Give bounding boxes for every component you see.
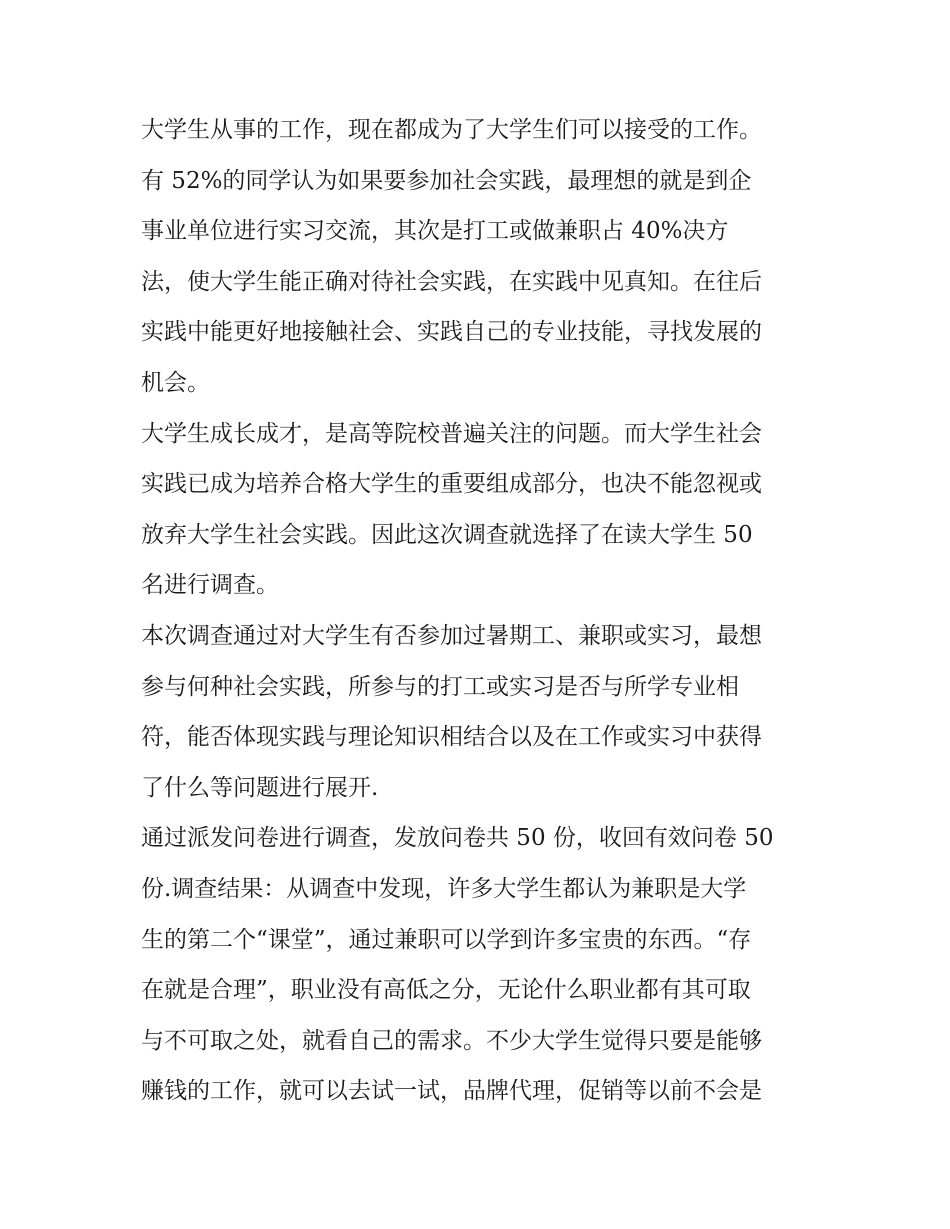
text-line: 在就是合理”，职业没有高低之分，无论什么职业都有其可取 <box>141 977 751 1004</box>
text-line: 参与何种社会实践，所参与的打工或实习是否与所学专业相 <box>141 673 739 700</box>
text-line: 本次调查通过对大学生有否参加过暑期工、兼职或实习，最想 <box>141 622 762 649</box>
text-line: 符，能否体现实践与理论知识相结合以及在工作或实习中获得 <box>141 724 762 751</box>
text-line: 了什么等问题进行展开. <box>141 774 379 801</box>
text-line: 份.调查结果：从调查中发现，许多大学生都认为兼职是大学 <box>141 875 747 902</box>
text-line: 实践中能更好地接触社会、实践自己的专业技能，寻找发展的 <box>141 319 762 346</box>
body-text <box>141 110 831 1122</box>
text-line: 放弃大学生社会实践。因此这次调查就选择了在读大学生 50 <box>141 521 753 548</box>
text-line: 机会。 <box>141 369 210 396</box>
text-line: 大学生成长成才，是高等院校普遍关注的问题。而大学生社会 <box>141 420 762 447</box>
text-line: 名进行调查。 <box>141 572 279 599</box>
text-line: 法，使大学生能正确对待社会实践，在实践中见真知。在往后 <box>141 268 762 295</box>
text-line: 生的第二个“课堂”，通过兼职可以学到许多宝贵的东西。“存 <box>141 926 752 953</box>
text-line: 事业单位进行实习交流，其次是打工或做兼职占 40%决方 <box>141 218 729 245</box>
text-line: 与不可取之处，就看自己的需求。不少大学生觉得只要是能够 <box>141 1027 762 1054</box>
text-line: 赚钱的工作，就可以去试一试，品牌代理，促销等以前不会是 <box>141 1078 762 1105</box>
text-line: 有 52%的同学认为如果要参加社会实践，最理想的就是到企 <box>141 167 752 194</box>
text-line: 实践已成为培养合格大学生的重要组成部分，也决不能忽视或 <box>141 471 762 498</box>
text-line: 通过派发问卷进行调查，发放问卷共 50 份，收回有效问卷 50 <box>141 825 774 852</box>
text-line: 大学生从事的工作，现在都成为了大学生们可以接受的工作。 <box>141 117 762 143</box>
